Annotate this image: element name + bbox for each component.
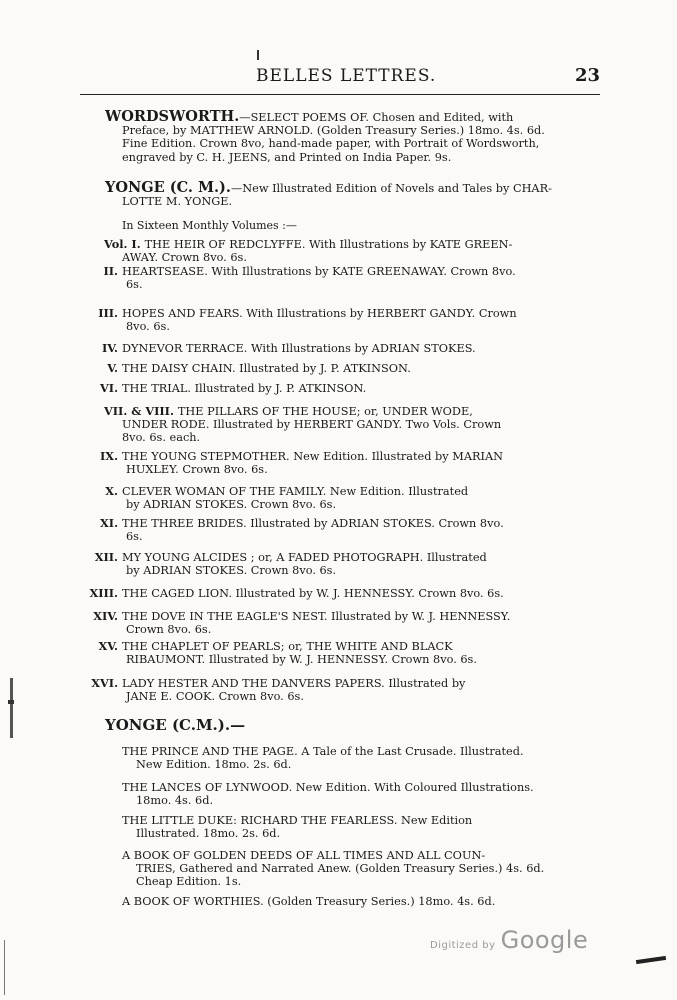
volume-entry [78, 307, 625, 333]
volume-entry [78, 610, 625, 636]
volume-entry [78, 677, 625, 703]
yonge-item [122, 849, 625, 889]
volume-entry [78, 587, 625, 600]
entry-line: engraved by C. H. JEENS, and Printed on India Paper. 9s. [122, 150, 452, 164]
volume-entry [78, 382, 625, 395]
volume-continuation: AWAY. Crown 8vo. 6s. [122, 251, 247, 265]
entry-line: Preface, by MATTHEW ARNOLD. (Golden Treasury Series.) 18mo. 4s. 6d. [122, 124, 545, 138]
volume-title: THE DOVE IN THE EAGLE'S NEST. Illustrated by W. J. HENNESSY. [122, 610, 511, 623]
entry-heading: YONGE (C.M.).— [105, 716, 246, 734]
entry-line: WORDSWORTH.—SELECT POEMS OF. Chosen and Edited, with [105, 108, 514, 125]
item-continuation: Illustrated. 18mo. 2s. 6d. [136, 827, 281, 841]
volume-entry [78, 362, 625, 375]
volume-number: XII. [94, 550, 118, 564]
volume-title: THE CHAPLET OF PEARLS; or, THE WHITE AND BLACK [122, 640, 453, 653]
volume-title: DYNEVOR TERRACE. With Illustrations by ADRIAN STOKES. [122, 342, 476, 355]
volume-continuation: 8vo. 6s. [126, 320, 170, 334]
volume-entry [78, 485, 625, 511]
item-continuation: Cheap Edition. 1s. [136, 875, 242, 889]
volume-number: XIV. [93, 609, 118, 623]
volume-number: IV. [101, 341, 118, 355]
watermark-google: Google [500, 926, 589, 954]
volume-number: IX. [100, 449, 118, 463]
volume-continuation: Crown 8vo. 6s. [126, 623, 212, 637]
volume-title: HOPES AND FEARS. With Illustrations by HERBERT GANDY. Crown [122, 307, 517, 320]
volume-entry [78, 265, 625, 291]
margin-mark [10, 678, 13, 738]
volume-continuation: by ADRIAN STOKES. Crown 8vo. 6s. [126, 564, 337, 578]
entry-yonge-novels [105, 181, 625, 208]
item-continuation: TRIES, Gathered and Narrated Anew. (Golden Treasury Series.) 4s. 6d. [136, 862, 545, 876]
entry-wordsworth [105, 110, 625, 164]
volume-continuation: 6s. [126, 530, 143, 544]
item-title: THE LITTLE DUKE: RICHARD THE FEARLESS. New Edition [122, 814, 473, 827]
volume-number: XV. [98, 639, 118, 653]
margin-mark [8, 700, 14, 704]
running-header [80, 60, 600, 95]
volume-title: THE THREE BRIDES. Illustrated by ADRIAN STOKES. Crown 8vo. [122, 517, 504, 530]
entry-line: YONGE (C. M.).—New Illustrated Edition of Novels and Tales by CHAR- [105, 179, 552, 196]
volume-entry [78, 342, 625, 355]
volume-title: THE HEIR OF REDCLYFFE. With Illustrations by KATE GREEN- [144, 238, 513, 251]
volume-title: MY YOUNG ALCIDES ; or, A FADED PHOTOGRAPH. Illustrated [122, 551, 487, 564]
volume-entry [78, 450, 625, 476]
item-continuation: 18mo. 4s. 6d. [136, 794, 214, 808]
volume-number: XI. [100, 516, 118, 530]
volume-continuation: RIBAUMONT. Illustrated by W. J. HENNESSY. Crown 8vo. 6s. [126, 653, 477, 667]
corner-mark [636, 956, 666, 964]
volume-number: XVI. [91, 676, 118, 690]
stray-mark [257, 50, 259, 60]
volume-title: THE YOUNG STEPMOTHER. New Edition. Illustrated by MARIAN [122, 450, 503, 463]
watermark-small: Digitized by [430, 940, 496, 951]
margin-mark [4, 940, 5, 995]
volume-continuation: 6s. [126, 278, 143, 292]
volume-number: V. [107, 361, 118, 375]
volume-entry [104, 405, 625, 445]
volume-title: HEARTSEASE. With Illustrations by KATE GREENAWAY. Crown 8vo. [122, 265, 516, 278]
volume-entry [104, 238, 625, 264]
sub-heading: In Sixteen Monthly Volumes :— [122, 219, 297, 232]
volume-number: XIII. [89, 586, 118, 600]
running-title: BELLES LETTRES. [256, 66, 437, 86]
item-title: THE PRINCE AND THE PAGE. A Tale of the Last Crusade. Illustrated. [122, 745, 524, 758]
volume-number: Vol. I. [104, 237, 141, 251]
volume-continuation: 8vo. 6s. each. [122, 431, 201, 445]
volume-title: THE CAGED LION. Illustrated by W. J. HENNESSY. Crown 8vo. 6s. [122, 587, 504, 600]
volume-continuation: UNDER RODE. Illustrated by HERBERT GANDY. Two Vols. Crown [122, 418, 502, 432]
volume-continuation: JANE E. COOK. Crown 8vo. 6s. [126, 690, 304, 704]
entry-heading: WORDSWORTH. [105, 108, 240, 125]
volume-title: CLEVER WOMAN OF THE FAMILY. New Edition. Illustrated [122, 485, 469, 498]
volume-continuation: HUXLEY. Crown 8vo. 6s. [126, 463, 268, 477]
volume-continuation: by ADRIAN STOKES. Crown 8vo. 6s. [126, 498, 337, 512]
volume-title: LADY HESTER AND THE DANVERS PAPERS. Illustrated by [122, 677, 466, 690]
volume-title: THE PILLARS OF THE HOUSE; or, UNDER WODE, [177, 405, 473, 418]
volume-number: VI. [100, 381, 118, 395]
item-continuation: New Edition. 18mo. 2s. 6d. [136, 758, 292, 772]
volume-number: II. [103, 264, 118, 278]
yonge-item [122, 781, 625, 807]
digitized-watermark [430, 926, 588, 954]
volume-entry [78, 517, 625, 543]
volume-number: X. [105, 484, 118, 498]
item-title: A BOOK OF GOLDEN DEEDS OF ALL TIMES AND ALL COUN- [122, 849, 486, 862]
volume-entry [78, 640, 625, 666]
item-title: A BOOK OF WORTHIES. (Golden Treasury Series.) 18mo. 4s. 6d. [122, 895, 496, 908]
yonge-item [122, 895, 625, 908]
yonge-item [122, 814, 625, 840]
entry-line: Fine Edition. Crown 8vo, hand-made paper, with Portrait of Wordsworth, [122, 137, 540, 151]
yonge-item [122, 745, 625, 771]
entry-line: LOTTE M. YONGE. [122, 195, 233, 209]
page-number: 23 [574, 65, 600, 86]
volume-entry [78, 551, 625, 577]
item-title: THE LANCES OF LYNWOOD. New Edition. With Coloured Illustrations. [122, 781, 534, 794]
volume-number: III. [98, 306, 118, 320]
volume-title: THE TRIAL. Illustrated by J. P. ATKINSON. [122, 382, 367, 395]
volume-title: THE DAISY CHAIN. Illustrated by J. P. ATKINSON. [122, 362, 411, 375]
volume-number: VII. & VIII. [104, 404, 174, 418]
entry-heading: YONGE (C. M.). [105, 179, 231, 196]
